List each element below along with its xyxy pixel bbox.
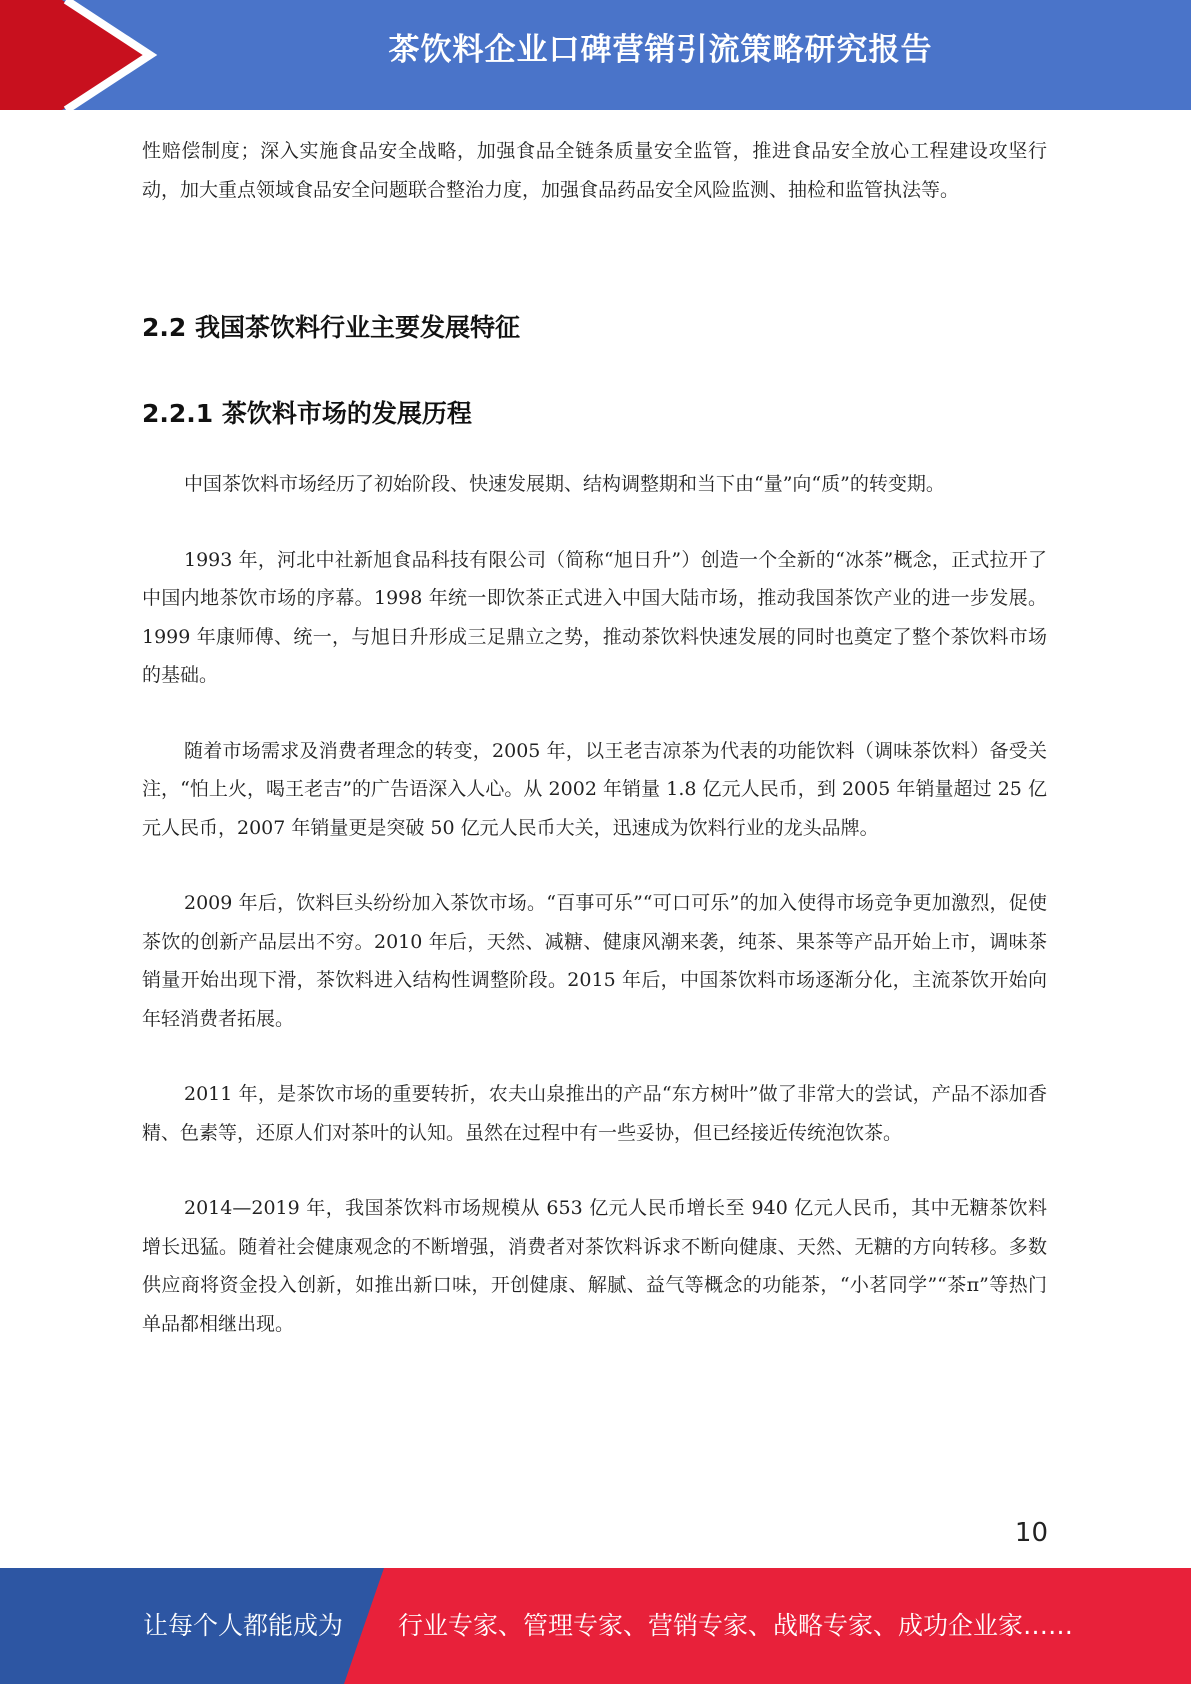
report-title: 茶饮料企业口碑营销引流策略研究报告 [388,32,933,68]
paragraph: 2014—2019 年，我国茶饮料市场规模从 653 亿元人民币增长至 940 亿元人民币，其中无糖茶饮料增长迅猛。随着社会健康观念的不断增强，消费者对茶饮料诉求不断向健康、天然、无糖的方向转移。多数供应商将资金投入创新，如推出新口味，开创健康、解腻、益气等概念的功能茶，“小茗同学”“茶π”等热门单品都相继出现。 [142,1197,1047,1335]
page-content [142,132,1047,1343]
intro-paragraph: 性赔偿制度；深入实施食品安全战略，加强食品全链条质量安全监管，推进食品安全放心工程建设攻坚行动，加大重点领域食品安全问题联合整治力度，加强食品药品安全风险监测、抽检和监管执法等。 [142,140,1047,201]
paragraph: 中国茶饮料市场经历了初始阶段、快速发展期、结构调整期和当下由“量”向“质”的转变期。 [184,473,945,495]
paragraph: 随着市场需求及消费者理念的转变，2005 年，以王老吉凉茶为代表的功能饮料（调味茶饮料）备受关注，“怕上火，喝王老吉”的广告语深入人心。从 2002 年销量 1.8 亿元人民币，到 2005 年销量超过 25 亿元人民币，2007 年销量更是突破 50 亿元人民币大关，迅速成为饮料行业的龙头品牌。 [142,739,1047,839]
subsection-heading: 2.2.1 茶饮料市场的发展历程 [142,399,472,428]
paragraph: 1993 年，河北中社新旭食品科技有限公司（简称“旭日升”）创造一个全新的“冰茶”概念，正式拉开了中国内地茶饮市场的序幕。1998 年统一即饮茶正式进入中国大陆市场，推动我国茶饮产业的进一步发展。1999 年康师傅、统一，与旭日升形成三足鼎立之势，推动茶饮料快速发展的同时也奠定了整个茶饮料市场的基础。 [142,548,1047,686]
page-number: 10 [1014,1518,1048,1548]
paragraph: 2011 年，是茶饮市场的重要转折，农夫山泉推出的产品“东方树叶”做了非常大的尝试，产品不添加香精、色素等，还原人们对茶叶的认知。虽然在过程中有一些妥协，但已经接近传统泡饮茶。 [142,1083,1047,1144]
section-heading: 2.2 我国茶饮料行业主要发展特征 [142,313,520,342]
footer-slogan-right: 行业专家、管理专家、营销专家、战略专家、成功企业家…… [398,1611,1074,1640]
footer-slogan-left: 让每个人都能成为 [143,1611,344,1640]
footer-banner [0,1568,1191,1684]
header-banner [0,0,1191,110]
red-chevron-icon [0,0,160,110]
paragraph: 2009 年后，饮料巨头纷纷加入茶饮市场。“百事可乐”“可口可乐”的加入使得市场竞争更加激烈，促使茶饮的创新产品层出不穷。2010 年后，天然、减糖、健康风潮来袭，纯茶、果茶等产品开始上市，调味茶销量开始出现下滑，茶饮料进入结构性调整阶段。2015 年后，中国茶饮料市场逐渐分化，主流茶饮开始向年轻消费者拓展。 [142,892,1047,1030]
